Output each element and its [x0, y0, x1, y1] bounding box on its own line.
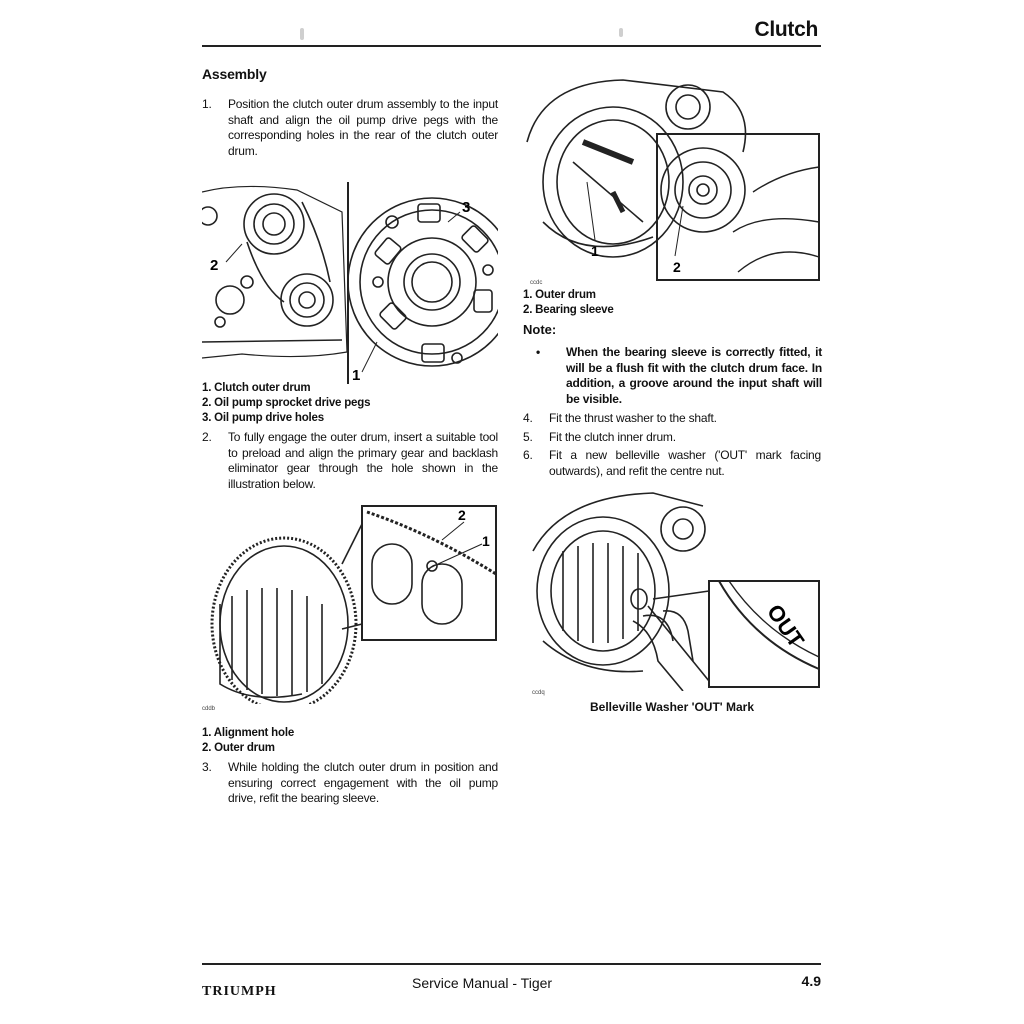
step-number: 5.	[523, 430, 533, 444]
callout-1: 1	[591, 243, 599, 259]
callout-3: 3	[462, 199, 471, 216]
step-number: 4.	[523, 411, 533, 425]
note-text: When the bearing sleeve is correctly fitted, it will be a flush fit with the clutch drum face. In addition, a groove around the input shaft will be visible.	[566, 345, 822, 406]
legend-item: 1. Outer drum	[523, 289, 596, 301]
figure-alignment-hole	[202, 504, 498, 704]
out-mark: OUT	[762, 599, 810, 653]
note-heading: Note:	[523, 322, 557, 337]
figure-2-legend	[202, 726, 294, 756]
page-number: 4.9	[801, 973, 821, 989]
legend-item: 3. Oil pump drive holes	[202, 412, 324, 424]
figure-3-drawing	[523, 72, 821, 284]
step-text: Fit a new belleville washer ('OUT' mark facing outwards), and refit the centre nut.	[549, 448, 821, 478]
callout-2: 2	[458, 507, 466, 523]
figure-3-id: ccdc	[530, 280, 543, 286]
section-heading: Assembly	[202, 66, 267, 82]
brand-logo: TRIUMPH	[202, 984, 277, 999]
figure-1-drawing	[202, 182, 498, 384]
figure-1-legend	[202, 381, 370, 426]
figure-bearing-sleeve	[523, 72, 821, 284]
figure-belleville-washer	[523, 491, 821, 691]
bookmark-mark-left	[300, 28, 304, 40]
legend-item: 2. Bearing sleeve	[523, 304, 614, 316]
step-number: 3.	[202, 760, 212, 774]
step-text: Fit the thrust washer to the shaft.	[549, 411, 717, 425]
header-rule	[202, 45, 821, 47]
figure-2-drawing	[202, 504, 498, 704]
footer-rule	[202, 963, 821, 965]
legend-item: 2. Oil pump sprocket drive pegs	[202, 397, 371, 409]
callout-2: 2	[673, 259, 681, 275]
legend-item: 1. Alignment hole	[202, 727, 295, 739]
callout-2: 2	[210, 257, 219, 274]
figure-3-legend	[523, 288, 614, 318]
bookmark-mark-right	[619, 28, 623, 37]
callout-1: 1	[352, 367, 361, 384]
bullet-mark: •	[536, 345, 541, 359]
step-2	[202, 430, 498, 492]
figure-4-caption: Belleville Washer 'OUT' Mark	[590, 700, 754, 714]
callout-1: 1	[482, 533, 490, 549]
step-5	[523, 430, 821, 446]
step-3	[202, 760, 498, 807]
step-4	[523, 411, 821, 427]
step-number: 6.	[523, 448, 533, 462]
legend-item: 1. Clutch outer drum	[202, 382, 311, 394]
step-6	[523, 448, 821, 479]
figure-2-id: cddb	[202, 706, 216, 712]
note-item	[536, 345, 822, 407]
figure-4-id: ccdq	[532, 690, 545, 696]
manual-title: Service Manual - Tiger	[412, 975, 553, 991]
step-text: While holding the clutch outer drum in position and ensuring correct engagement with the oil pump drive, refit the bearing sleeve.	[228, 760, 498, 805]
step-number: 1.	[202, 97, 212, 111]
step-text: Position the clutch outer drum assembly to the input shaft and align the oil pump drive pegs with the corresponding holes in the rear of the clutch outer drum.	[228, 97, 498, 158]
figure-clutch-outer-drum	[202, 182, 498, 384]
legend-item: 2. Outer drum	[202, 742, 275, 754]
chapter-title: Clutch	[754, 18, 818, 41]
step-1	[202, 97, 498, 159]
step-text: Fit the clutch inner drum.	[549, 430, 676, 444]
step-number: 2.	[202, 430, 212, 444]
figure-4-drawing	[523, 491, 821, 691]
step-text: To fully engage the outer drum, insert a suitable tool to preload and align the primary gear and backlash eliminator gear through the hole shown in the illustration below.	[228, 430, 498, 491]
